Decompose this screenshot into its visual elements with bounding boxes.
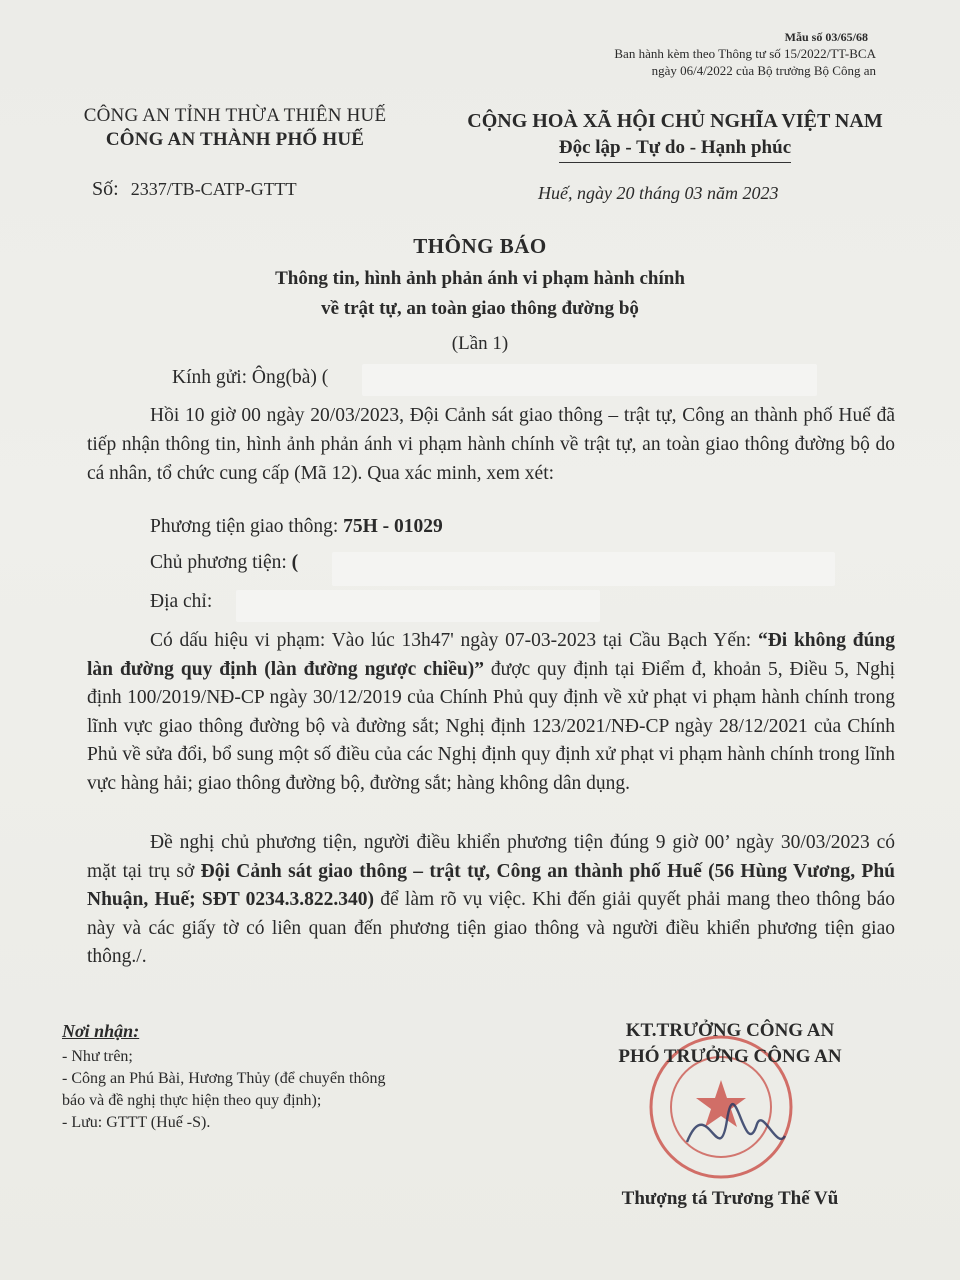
- paragraph-request: [87, 829, 895, 972]
- org-name: CÔNG AN THÀNH PHỐ HUẾ: [105, 129, 365, 150]
- org-parent: CÔNG AN TỈNH THỪA THIÊN HUẾ: [83, 105, 387, 126]
- vehicle-field: [150, 516, 443, 538]
- violation-lead: Có dấu hiệu vi phạm: Vào lúc 13h47' ngày 07-03-2023 tại Cầu Bạch Yến:: [150, 630, 752, 651]
- paragraph-violation: [87, 627, 895, 799]
- violation-description: “Đi không đúng làn đường quy định (làn đường ngược chiều)”: [87, 630, 896, 680]
- vehicle-label: Phương tiện giao thông:: [150, 516, 339, 537]
- date-line: Huế, ngày 20 tháng 03 năm 2023: [538, 183, 779, 203]
- form-number: Mẫu số 03/65/68: [784, 30, 868, 44]
- owner-value: (: [291, 552, 299, 573]
- greeting: Kính gửi: Ông(bà) (: [172, 367, 329, 388]
- national-motto: Độc lập - Tự do - Hạnh phúc: [559, 135, 791, 163]
- national-header: [440, 108, 910, 163]
- issued-line-1: Ban hành kèm theo Thông tư số 15/2022/TT-BCA: [614, 46, 876, 61]
- request-rest: để làm rõ vụ việc. Khi đến giải quyết phải mang theo thông báo này và các giấy tờ có liên quan đến phương tiện giao thông và người điều khiển phương tiện giao thông./.: [87, 889, 895, 968]
- request-place: Đội Cảnh sát giao thông – trật tự, Công an thành phố Huế (56 Hùng Vương, Phú Nhuận, Huế; SĐT 0234.3.822.340): [87, 860, 896, 911]
- recipient-item: - Lưu: GTTT (Huế -S).: [62, 1114, 211, 1131]
- signature-title-2: PHÓ TRƯỞNG CÔNG AN: [618, 1046, 842, 1067]
- doc-number-label: Số:: [92, 178, 119, 200]
- recipient-item: - Như trên;: [62, 1048, 133, 1065]
- nation-name: CỘNG HOÀ XÃ HỘI CHỦ NGHĨA VIỆT NAM: [467, 110, 883, 132]
- violation-legal-basis: được quy định tại Điểm đ, khoản 5, Điều 5, Nghị định 100/2019/NĐ-CP ngày 30/12/2019 của Chính Phủ quy định về xử phạt vi phạm hành chính trong lĩnh vực giao thông đường bộ và đường sắt; Nghị định 123/2021/NĐ-CP ngày 28/12/2021 của Chính Phủ về sửa đổi, bổ sung một số điều của các Nghị định quy định xử phạt vi phạm hành chính trong lĩnh vực hàng hải; giao thông đường bộ, đường sắt; hàng không dân dụng.: [87, 658, 896, 794]
- issuing-organization: [64, 104, 406, 152]
- address-label: Địa chỉ:: [150, 591, 213, 612]
- recipient-item: báo và đề nghị thực hiện theo quy định);: [62, 1092, 322, 1109]
- signature-block: [560, 1018, 900, 1070]
- issue-number: (Lần 1): [451, 333, 509, 354]
- recipients-heading: Nơi nhận:: [62, 1021, 140, 1041]
- redacted-address: [236, 590, 600, 622]
- document-title: THÔNG BÁO: [413, 234, 547, 258]
- signer-name: Thượng tá Trương Thế Vũ: [621, 1188, 839, 1209]
- document-subtitle-2: về trật tự, an toàn giao thông đường bộ: [321, 298, 639, 319]
- doc-number-value: 2337/TB-CATP-GTTT: [130, 179, 297, 199]
- owner-label: Chủ phương tiện:: [150, 552, 287, 573]
- issued-line-2: ngày 06/4/2022 của Bộ trưởng Bộ Công an: [651, 63, 876, 78]
- signature-title-1: KT.TRƯỞNG CÔNG AN: [625, 1020, 835, 1041]
- owner-field: [150, 552, 298, 574]
- recipient-item: - Công an Phú Bài, Hương Thủy (để chuyển thông: [62, 1070, 386, 1087]
- recipients-block: [62, 1020, 532, 1134]
- seal-star-icon: [696, 1080, 746, 1127]
- vehicle-plate: 75H - 01029: [343, 516, 443, 537]
- document-number: [92, 178, 297, 201]
- document-subtitle-1: Thông tin, hình ảnh phản ánh vi phạm hành chính: [275, 268, 685, 289]
- address-field: [150, 591, 212, 613]
- redacted-owner: [332, 552, 835, 586]
- redacted-recipient: [362, 364, 817, 396]
- request-lead: Đề nghị chủ phương tiện, người điều khiển phương tiện đúng 9 giờ 00’ ngày 30/03/2023 có mặt tại trụ sở: [87, 832, 895, 882]
- paragraph-intro: Hồi 10 giờ 00 ngày 20/03/2023, Đội Cảnh sát giao thông – trật tự, Công an thành phố Huế đã tiếp nhận thông tin, hình ảnh phản ánh vi phạm hành chính về trật tự, an toàn giao thông đường bộ do cá nhân, tổ chức cung cấp (Mã 12). Qua xác minh, xem xét:: [87, 405, 895, 484]
